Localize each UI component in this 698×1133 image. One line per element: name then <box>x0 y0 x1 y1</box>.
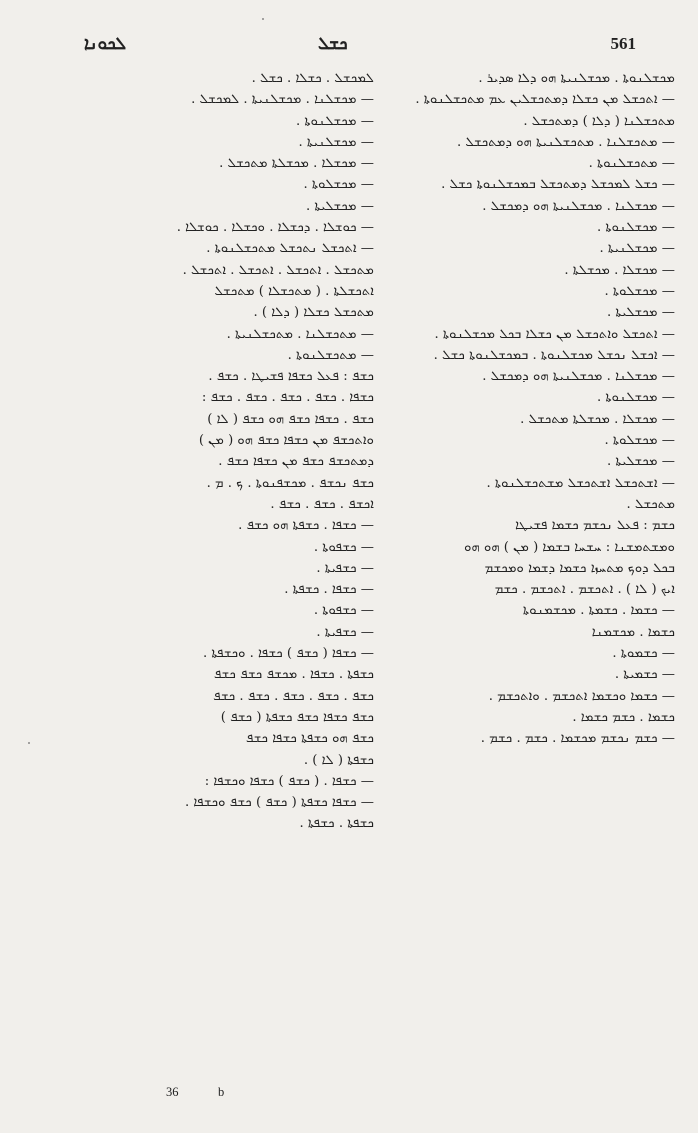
dictionary-line: ܡܬܟܫܠ ܟܫܠܐ ( ܕܠܐ ) . <box>253 305 374 321</box>
paper-speck <box>28 742 30 744</box>
dictionary-line: ܡܬܟܫܠܢܐ ( ܕܠܐ ) ܕܡܬܟܫܠ . <box>523 113 675 129</box>
dictionary-line: — ܟܫܦܐ ( ܟܫܦ ) ܟܫܦܐ . ܘܟܫܦܬܐ . <box>202 646 374 662</box>
dictionary-line: — ܡܟܫܠܐ . ܡܟܫܠܬܐ . <box>564 262 675 278</box>
dictionary-line: — ܡܟܫܠܝܬܐ . <box>607 305 675 321</box>
dictionary-line: — ܟܫܦܐ . ( ܟܫܦ ) ܟܫܦܐ ܘܟܫܦܐ : <box>204 773 374 789</box>
dictionary-line: — ܟܫܦܝܬܐ . <box>316 624 374 640</box>
dictionary-line: ܘܡܫܬܡܫܢܐ : ܚܫܚܐ ܒܫܡܐ ( ܡܢ ) ܗܘ ܗܘ <box>464 539 675 555</box>
dictionary-line: ܟܫܦ ܢܟܫܦ . ܡܟܫܦܢܘܬܐ . ܟ . ܡ . <box>206 475 374 491</box>
dictionary-line: — ܐܟܫܠ ܢܟܫܠ ܡܟܫܠܢܘܬܐ . ܒܡܟܫܠܢܘܬܐ ܟܫܠ . <box>433 347 675 363</box>
page-footer <box>0 1085 698 1103</box>
dictionary-line: — ܡܬܟܫܠܢܐ . ܡܬܟܫܠܢܝܬܐ ܗܘ ܕܡܬܟܫܠ . <box>456 134 675 150</box>
dictionary-line: — ܡܟܫܠܘܬܐ . <box>604 283 675 299</box>
running-header <box>0 34 698 58</box>
dictionary-line: — ܡܟܫܠܐ . ܡܟܫܠܬܐ ܡܬܟܫܠ . <box>520 411 675 427</box>
dictionary-line: — ܐܬܟܫܠ ܢܬܟܫܠ ܡܬܟܫܠܢܘܬܐ . <box>206 241 374 257</box>
dictionary-line: ܟܫܡܐ . ܡܟܫܡܢܐ <box>591 624 675 640</box>
left-column <box>90 68 374 835</box>
dictionary-line: ܟܫܦ . ܟܫܦ . ܟܫܦ . ܟܫܦ . ܟܫܦ <box>213 688 374 704</box>
dictionary-line: ܡܬܟܫܠ . ܐܬܟܫܠ . ܐܬܟܫܠ . ܐܬܟܫܠ . <box>182 262 374 278</box>
dictionary-line: ܐܝܟ ( ܠܐ ) . ܐܬܟܫܡ . ܐܬܟܫܡ . ܟܫܡ <box>494 582 675 598</box>
dictionary-line: — ܟܫܡ ܢܟܫܡ ܡܟܫܡܐ . ܟܫܡ . ܟܫܡ . <box>480 731 675 747</box>
right-column <box>391 68 675 750</box>
dictionary-line: ܒܟܠ ܕܘܟ ܡܬܚܙܐ ܟܫܡܐ ܕܫܡܐ ܘܡܟܫܡ <box>484 560 675 576</box>
signature-mark: b <box>218 1085 225 1099</box>
dictionary-line: ܟܫܦܬܐ . ܟܫܦܬܐ . <box>299 816 374 832</box>
section-heading: ܠܟܘܢܐ <box>84 34 127 54</box>
dictionary-line: ܐܟܫܦ . ܟܫܦ . ܟܫܦ . <box>270 496 374 512</box>
dictionary-line: — ܟܫܦܐ . ܟܫܦܬܐ . <box>284 582 374 598</box>
dictionary-line: — ܡܟܫܠܢܝܬܐ . <box>298 134 374 150</box>
dictionary-line: — ܡܟܫܠܝܬܐ . <box>306 198 374 214</box>
dictionary-line: — ܡܟܫܠܢܘܬܐ . <box>597 390 675 406</box>
dictionary-line: — ܡܟܫܠܢܘܬܐ . <box>597 220 675 236</box>
dictionary-line: — ܡܟܫܠܢܐ . ܡܟܫܠܢܝܬܐ ܗܘ ܕܡܟܫܠ . <box>482 198 675 214</box>
dictionary-line: — ܡܟܫܠܢܐ . ܡܟܫܠܢܝܬܐ . ܠܡܟܫܠ . <box>191 92 374 108</box>
dictionary-line: — ܐܬܟܫܠ ܘܐܬܟܫܠ ܡܢ ܟܫܠܐ ܒܟܠ ܡܟܫܠܢܘܬܐ . <box>434 326 675 342</box>
dictionary-line: — ܡܟܫܠܝܬܐ . <box>607 454 675 470</box>
dictionary-line: ܟܫܦ ܗܘ ܟܫܦܬܐ ܟܫܦܐ ܟܫܦ <box>245 731 374 747</box>
dictionary-line: — ܡܬܟܫܠܢܐ . ܡܬܟܫܠܢܝܬܐ . <box>226 326 374 342</box>
dictionary-line: — ܡܟܫܠܢܐ . ܡܟܫܠܢܝܬܐ ܗܘ ܕܡܟܫܠ . <box>482 369 675 385</box>
dictionary-line: — ܡܟܫܠܢܘܬܐ . <box>296 113 374 129</box>
dictionary-line: — ܡܟܫܠܐ . ܡܟܫܠܬܐ ܡܬܟܫܠ . <box>219 156 374 172</box>
dictionary-line: ܕܡܬܟܫܦ ܟܫܦ ܡܢ ܟܫܦܐ ܟܫܦ . <box>218 454 374 470</box>
dictionary-line: — ܡܟܫܠܢܝܬܐ . <box>599 241 675 257</box>
dictionary-line: — ܡܟܫܠܘܬܐ . <box>604 433 675 449</box>
dictionary-line: — ܟܫܦܝܬܐ . <box>316 560 374 576</box>
dictionary-line: — ܟܫܡܐ ܘܟܫܡܐ ܐܬܟܫܡ . ܘܐܬܟܫܡ . <box>488 688 675 704</box>
folio-number: 36 <box>166 1085 179 1099</box>
dictionary-line: — ܡܟܫܠܘܬܐ . <box>303 177 374 193</box>
dictionary-line: — ܡܬܟܫܠܢܘܬܐ . <box>287 347 374 363</box>
dictionary-line: ܟܫܦ ܟܫܦܐ ܟܫܦ ܟܫܦܬܐ ( ܟܫܦ ) <box>220 709 374 725</box>
dictionary-line: ܟܫܡܐ . ܟܫܡ ܟܫܡܐ . <box>572 709 675 725</box>
dictionary-line: ܟܫܦܬܐ ( ܠܐ ) . <box>303 752 374 768</box>
dictionary-line: ܠܡܟܫܠ . ܟܫܠܐ . ܟܫܠ . <box>251 71 374 86</box>
dictionary-line: — ܟܫܡܝܬܐ . <box>614 667 675 683</box>
dictionary-line: ܟܫܦܐ . ܟܫܦ . ܟܫܦ . ܟܫܦ . ܟܫܦ : <box>201 390 374 406</box>
dictionary-line: — ܐܫܬܟܫܠ ܐܫܬܟܫܠ ܡܫܬܟܫܠܢܘܬܐ . <box>486 475 675 491</box>
dictionary-line: — ܡܬܟܫܠܢܘܬܐ . <box>588 156 675 172</box>
dictionary-line: ܟܫܡ : ܦܥܠ ܢܟܫܡ ܟܫܡܐ ܦܫܝܛܐ <box>515 518 675 534</box>
dictionary-line: — ܟܫܡܘܬܐ . <box>612 646 675 662</box>
dictionary-line: — ܟܫܦܐ . ܟܫܦܬܐ ܗܘ ܟܫܦ . <box>238 518 374 534</box>
dictionary-line: ܟܫܦ . ܟܫܦܐ ܟܫܦ ܗܘ ܟܫܦ ( ܠܐ ) <box>207 411 374 427</box>
dictionary-line: — ܟܫܠ ܠܡܟܫܠ ܕܡܬܟܫܠ ܒܡܟܫܠܢܘܬܐ ܟܫܠ . <box>441 177 675 193</box>
page-number: 561 <box>610 34 636 53</box>
dictionary-line: — ܟܫܦܐ ܟܫܦܬܐ ( ܟܫܦ ) ܟܫܦ ܘܟܫܦܐ . <box>185 795 374 811</box>
dictionary-line: — ܟܫܡܐ . ܟܫܡܬܐ . ܡܟܫܡܢܘܬܐ <box>522 603 675 619</box>
dictionary-line: ܡܟܫܠܢܘܬܐ . ܡܟܫܠܢܝܬܐ ܗܘ ܕܠܐ ܣܕܝܪ . <box>478 71 675 86</box>
dictionary-line: — ܟܫܦܘܬܐ . <box>313 539 374 555</box>
dictionary-line: ܟܫܦ : ܦܥܠ ܟܫܦܐ ܦܫܝܛܐ . ܟܫܦ . <box>208 369 374 385</box>
paper-speck <box>262 18 264 20</box>
dictionary-line: ܡܬܟܫܠ . <box>626 496 675 512</box>
dictionary-line: — ܟܫܦܘܬܐ . <box>313 603 374 619</box>
dictionary-line: ܐܬܟܫܠܬܐ . ( ܡܬܟܫܠܐ ) ܡܬܟܫܠ <box>214 283 374 299</box>
dictionary-line: ܘܐܬܟܫܦ ܡܢ ܟܫܦܐ ܟܫܦ ܗܘ ( ܡܢ ) <box>198 433 374 449</box>
dictionary-line: — ܐܬܟܫܠ ܡܢ ܟܫܠܐ ܕܡܬܟܫܠܝܢ ܥܡ ܡܬܟܫܠܢܘܬܐ . <box>415 92 675 108</box>
dictionary-line: ܟܫܦܬܐ . ܟܫܦܐ . ܡܟܫܦ ܟܫܦ ܟܫܦ <box>213 667 374 683</box>
running-head: ܟܫܠ <box>318 34 348 54</box>
dictionary-line: — ܟܘܫܠܐ . ܕܟܫܠܐ . ܘܟܫܠܐ . ܟܘܫܠܐ . <box>176 220 374 236</box>
